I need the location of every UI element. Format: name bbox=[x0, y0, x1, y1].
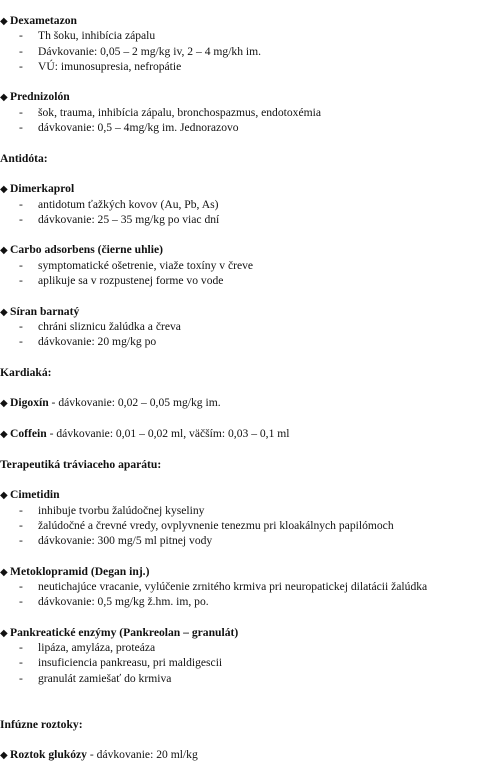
list-item-text: VÚ: imunosupresia, nefropátie bbox=[38, 59, 182, 73]
blank-line bbox=[0, 686, 481, 717]
list-item-text: aplikuje sa v rozpustenej forme vo vode bbox=[38, 274, 224, 288]
diamond-bullet-icon: ◆ bbox=[0, 184, 8, 196]
drug-title bbox=[0, 395, 481, 410]
dash-bullet-icon: - bbox=[19, 503, 23, 517]
section-heading: Kardiaká: bbox=[0, 365, 52, 379]
drug-dosage-inline: - dávkovanie: 20 ml/kg bbox=[86, 748, 198, 762]
blank-line bbox=[0, 135, 481, 150]
diamond-bullet-icon: ◆ bbox=[0, 306, 8, 318]
drug-entry bbox=[0, 395, 481, 410]
list-item-text: chráni sliznicu žalúdka a čreva bbox=[38, 319, 181, 333]
list-item bbox=[0, 44, 481, 59]
list-item-text: inhibuje tvorbu žalúdočnej kyseliny bbox=[38, 503, 205, 517]
diamond-bullet-icon: ◆ bbox=[0, 398, 8, 410]
blank-line bbox=[0, 227, 481, 242]
drug-name: Cimetidin bbox=[10, 488, 60, 502]
dash-bullet-icon: - bbox=[19, 105, 23, 119]
drug-entry bbox=[0, 625, 481, 686]
dash-bullet-icon: - bbox=[19, 579, 23, 593]
list-item-text: dávkovanie: 300 mg/5 ml pitnej vody bbox=[38, 534, 213, 548]
blank-line bbox=[0, 548, 481, 563]
dash-bullet-icon: - bbox=[19, 212, 23, 226]
list-item-text: žalúdočné a črevné vredy, ovplyvnenie tenezmu pri kloakálnych papilómoch bbox=[38, 518, 394, 532]
drug-entry bbox=[0, 426, 481, 441]
drug-name: Síran barnatý bbox=[10, 304, 80, 318]
diamond-bullet-icon: ◆ bbox=[0, 566, 8, 578]
dash-bullet-icon: - bbox=[19, 534, 23, 548]
drug-entry bbox=[0, 747, 481, 762]
drug-dosage-inline: - dávkovanie: 0,01 – 0,02 ml, väčším: 0,03 – 0,1 ml bbox=[46, 427, 290, 441]
dash-bullet-icon: - bbox=[19, 595, 23, 609]
drug-entry bbox=[0, 304, 481, 350]
dash-bullet-icon: - bbox=[19, 274, 23, 288]
list-item-text: šok, trauma, inhibícia zápalu, bronchospazmus, endotoxémia bbox=[38, 105, 321, 119]
dash-bullet-icon: - bbox=[19, 671, 23, 685]
list-item bbox=[0, 503, 481, 518]
list-item-text: symptomatické ošetrenie, viaže toxíny v čreve bbox=[38, 258, 254, 272]
list-item-text: antidotum ťažkých kovov (Au, Pb, As) bbox=[38, 197, 219, 211]
drug-title bbox=[0, 487, 481, 502]
blank-line bbox=[0, 732, 481, 747]
drug-title bbox=[0, 426, 481, 441]
drug-title bbox=[0, 89, 481, 104]
drug-name: Dimerkaprol bbox=[10, 182, 75, 196]
dash-bullet-icon: - bbox=[19, 656, 23, 670]
section-heading: Terapeutiká tráviaceho aparátu: bbox=[0, 457, 162, 471]
list-item-text: granulát zamiešať do krmiva bbox=[38, 671, 172, 685]
list-item bbox=[0, 579, 481, 594]
drug-name: Metoklopramid (Degan inj.) bbox=[10, 564, 150, 578]
drug-name: Roztok glukózy bbox=[10, 748, 87, 762]
dash-bullet-icon: - bbox=[19, 59, 23, 73]
drug-title bbox=[0, 13, 481, 28]
drug-entry bbox=[0, 89, 481, 135]
list-item bbox=[0, 59, 481, 74]
document-body bbox=[0, 13, 481, 763]
drug-name: Pankreatické enzýmy (Pankreolan – granulát) bbox=[10, 625, 239, 639]
drug-name: Dexametazon bbox=[10, 14, 77, 27]
diamond-bullet-icon: ◆ bbox=[0, 627, 8, 639]
list-item-text: Dávkovanie: 0,05 – 2 mg/kg iv, 2 – 4 mg/kh im. bbox=[38, 44, 262, 58]
list-item bbox=[0, 640, 481, 655]
diamond-bullet-icon: ◆ bbox=[0, 490, 8, 502]
list-item bbox=[0, 258, 481, 273]
drug-name: Digoxín bbox=[10, 396, 49, 410]
list-item-text: lipáza, amyláza, proteáza bbox=[38, 641, 156, 655]
drug-title bbox=[0, 747, 481, 762]
list-item bbox=[0, 671, 481, 686]
list-item bbox=[0, 655, 481, 670]
blank-line bbox=[0, 411, 481, 426]
diamond-bullet-icon: ◆ bbox=[0, 16, 8, 27]
blank-line bbox=[0, 166, 481, 181]
dash-bullet-icon: - bbox=[19, 335, 23, 349]
dash-bullet-icon: - bbox=[19, 641, 23, 655]
blank-line bbox=[0, 288, 481, 303]
list-item bbox=[0, 319, 481, 334]
list-item bbox=[0, 28, 481, 43]
list-item-text: Th šoku, inhibícia zápalu bbox=[38, 29, 156, 43]
blank-line bbox=[0, 380, 481, 395]
drug-title bbox=[0, 564, 481, 579]
diamond-bullet-icon: ◆ bbox=[0, 245, 8, 257]
dash-bullet-icon: - bbox=[19, 258, 23, 272]
list-item-text: dávkovanie: 25 – 35 mg/kg po viac dní bbox=[38, 212, 220, 226]
list-item bbox=[0, 533, 481, 548]
drug-entry bbox=[0, 487, 481, 548]
dash-bullet-icon: - bbox=[19, 121, 23, 135]
list-item bbox=[0, 212, 481, 227]
dash-bullet-icon: - bbox=[19, 44, 23, 58]
list-item-text: insuficiencia pankreasu, pri maldigescii bbox=[38, 656, 223, 670]
dash-bullet-icon: - bbox=[19, 29, 23, 43]
blank-line bbox=[0, 441, 481, 456]
blank-line bbox=[0, 74, 481, 89]
list-item bbox=[0, 334, 481, 349]
list-item bbox=[0, 594, 481, 609]
list-item bbox=[0, 105, 481, 120]
list-item-text: dávkovanie: 0,5 mg/kg ž.hm. im, po. bbox=[38, 595, 209, 609]
list-item-text: dávkovanie: 0,5 – 4mg/kg im. Jednorazovo bbox=[38, 121, 239, 135]
dash-bullet-icon: - bbox=[19, 518, 23, 532]
drug-title bbox=[0, 304, 481, 319]
list-item-text: dávkovanie: 20 mg/kg po bbox=[38, 335, 157, 349]
drug-entry bbox=[0, 564, 481, 610]
list-item bbox=[0, 197, 481, 212]
blank-line bbox=[0, 350, 481, 365]
section-heading: Antidóta: bbox=[0, 151, 48, 165]
drug-title bbox=[0, 181, 481, 196]
drug-title bbox=[0, 625, 481, 640]
blank-line bbox=[0, 472, 481, 487]
drug-entry bbox=[0, 181, 481, 227]
blank-line bbox=[0, 610, 481, 625]
drug-entry bbox=[0, 13, 481, 74]
list-item bbox=[0, 518, 481, 533]
diamond-bullet-icon: ◆ bbox=[0, 92, 8, 104]
drug-dosage-inline: - dávkovanie: 0,02 – 0,05 mg/kg im. bbox=[48, 396, 221, 410]
drug-name: Carbo adsorbens (čierne uhlie) bbox=[10, 243, 163, 257]
list-item bbox=[0, 120, 481, 135]
dash-bullet-icon: - bbox=[19, 197, 23, 211]
drug-name: Prednizolón bbox=[10, 90, 70, 104]
list-item-text: neutichajúce vracanie, vylúčenie zrnitého krmiva pri neuropatickej dilatácii žalúdka bbox=[38, 579, 428, 593]
drug-title bbox=[0, 242, 481, 257]
list-item bbox=[0, 273, 481, 288]
section-heading: Infúzne roztoky: bbox=[0, 717, 83, 731]
diamond-bullet-icon: ◆ bbox=[0, 429, 8, 441]
diamond-bullet-icon: ◆ bbox=[0, 750, 8, 762]
drug-name: Coffein bbox=[10, 427, 47, 441]
drug-entry bbox=[0, 242, 481, 288]
dash-bullet-icon: - bbox=[19, 319, 23, 333]
